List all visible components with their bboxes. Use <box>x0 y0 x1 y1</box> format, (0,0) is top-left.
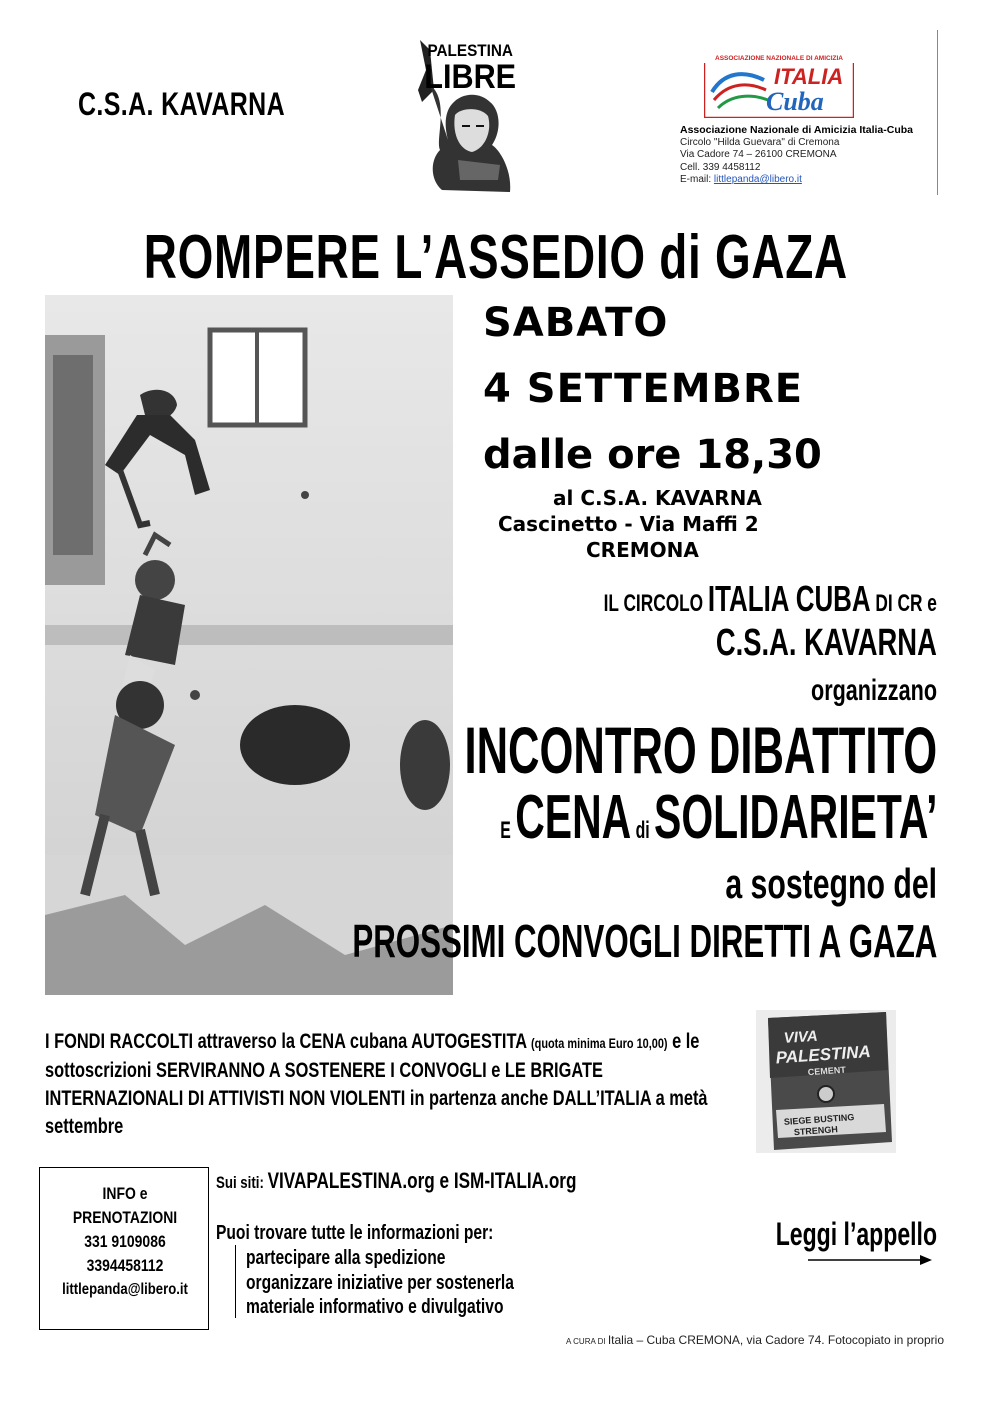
funds-part2: e le sottoscrizioni SERVIRANNO A SOSTENERE I CONVOGLI e LE BRIGATE INTERNAZIONALI DI ATTIVISTI NON VIOLENTI in partenza anche DALL’ITALIA a metà settembre <box>45 1030 708 1138</box>
info-list <box>246 1246 589 1320</box>
organizers-line-2 <box>630 622 937 665</box>
organizers-line-1 <box>474 578 937 620</box>
title-sostegno: a sostegno del <box>725 860 937 907</box>
cement-line-1: VIVA <box>783 1027 819 1047</box>
title-incontro: INCONTRO DIBATTITO <box>464 713 937 787</box>
list-item: materiale informativo e divulgativo <box>246 1296 504 1318</box>
assoc-name: Associazione Nazionale di Amicizia Italia-Cuba <box>680 124 914 136</box>
assoc-cell: Cell. 339 4458112 <box>680 161 761 173</box>
cement-line-3: CEMENT <box>807 1064 847 1078</box>
funds-quota: (quota minima Euro 10,00) <box>531 1035 668 1051</box>
footer-prefix: A CURA DI <box>566 1337 608 1346</box>
organizers-line-3 <box>762 674 937 708</box>
footer-text: Italia – Cuba CREMONA, via Cadore 74. Fotocopiato in proprio <box>607 1333 944 1347</box>
title-line-1 <box>221 712 937 788</box>
assoc-email-label: E-mail: <box>680 174 714 185</box>
cement-line-2: PALESTINA <box>775 1041 872 1068</box>
info-box <box>39 1167 209 1330</box>
title-solidarieta: SOLIDARIETA’ <box>653 783 937 852</box>
venue-line-1: al C.S.A. KAVARNA <box>553 486 762 510</box>
info-title-1: INFO e <box>102 1184 148 1203</box>
organizers-part3: DI CR e <box>870 590 937 617</box>
venue-line-2: Cascinetto - Via Maffi 2 <box>498 512 759 536</box>
info-phone-1: 331 9109086 <box>84 1232 166 1251</box>
cuba-logo-italia: ITALIA <box>774 64 844 89</box>
funds-part1: I FONDI RACCOLTI attraverso la CENA cubana AUTOGESTITA <box>45 1030 532 1053</box>
csa-name: C.S.A. KAVARNA <box>78 86 285 122</box>
title-e: E <box>499 817 515 844</box>
info-title-2: PRENOTAZIONI <box>72 1208 178 1227</box>
italia-cuba-logo <box>704 52 854 118</box>
title-line-4 <box>77 914 937 968</box>
appeal-link[interactable] <box>713 1216 937 1253</box>
cuba-logo-top: ASSOCIAZIONE NAZIONALE DI AMICIZIA <box>715 55 843 62</box>
organizers-italia-cuba: ITALIA CUBA <box>708 578 871 619</box>
gaza-ruins-photo <box>45 295 453 995</box>
footer <box>566 1333 944 1347</box>
cement-line-4: SIEGE BUSTING <box>783 1112 855 1127</box>
appeal-link-text[interactable]: Leggi l’appello <box>775 1216 937 1252</box>
event-time: dalle ore 18,30 <box>483 432 822 478</box>
info-list-intro <box>216 1222 572 1245</box>
venue-line-3: CREMONA <box>586 538 699 562</box>
organizers-part1: IL CIRCOLO <box>603 590 709 617</box>
event-day: SABATO <box>483 300 669 346</box>
headline <box>0 222 992 293</box>
list-item: partecipare alla spedizione <box>246 1247 446 1269</box>
arrow-right-icon <box>808 1253 934 1267</box>
sites-separator: e <box>434 1168 454 1193</box>
title-line-3 <box>643 860 937 908</box>
association-info <box>680 124 913 187</box>
palestina-libre-logo <box>400 30 530 195</box>
site-link-vivapalestina[interactable]: VIVAPALESTINA.org <box>267 1168 435 1193</box>
info-email[interactable]: littlepanda@libero.it <box>62 1281 188 1298</box>
title-di: di <box>630 817 654 844</box>
palestina-logo-text: PALESTINA <box>427 41 513 61</box>
svg-text:LIBRE: LIBRE <box>424 57 517 96</box>
event-date: 4 SETTEMBRE <box>483 366 804 412</box>
header-divider <box>937 30 938 195</box>
info-phone-2: 3394458112 <box>86 1256 164 1275</box>
title-cena: CENA <box>514 783 631 852</box>
site-link-ism-italia[interactable]: ISM-ITALIA.org <box>453 1168 577 1193</box>
sites-label: Sui siti: <box>216 1173 268 1192</box>
headline-text: ROMPERE L’ASSEDIO di GAZA <box>143 223 849 292</box>
assoc-email-link[interactable]: littlepanda@libero.it <box>713 174 802 185</box>
organizers-csa: C.S.A. KAVARNA <box>716 622 937 664</box>
title-line-2 <box>275 782 937 853</box>
list-bar <box>235 1245 236 1318</box>
cement-line-5: STRENGH <box>793 1124 839 1138</box>
organizers-verb: organizzano <box>810 674 937 707</box>
info-list-intro-text: Puoi trovare tutte le informazioni per: <box>216 1222 494 1244</box>
list-item: organizzare iniziative per sostenerla <box>246 1271 514 1294</box>
assoc-address: Via Cadore 74 – 26100 CREMONA <box>680 149 837 160</box>
viva-palestina-cement-bag <box>756 1010 896 1153</box>
cuba-logo-cuba: Cuba <box>766 87 824 116</box>
assoc-circolo: Circolo "Hilda Guevara" di Cremona <box>680 136 840 148</box>
sites-line <box>216 1168 678 1194</box>
title-convogli: PROSSIMI CONVOGLI DIRETTI A GAZA <box>351 915 937 967</box>
